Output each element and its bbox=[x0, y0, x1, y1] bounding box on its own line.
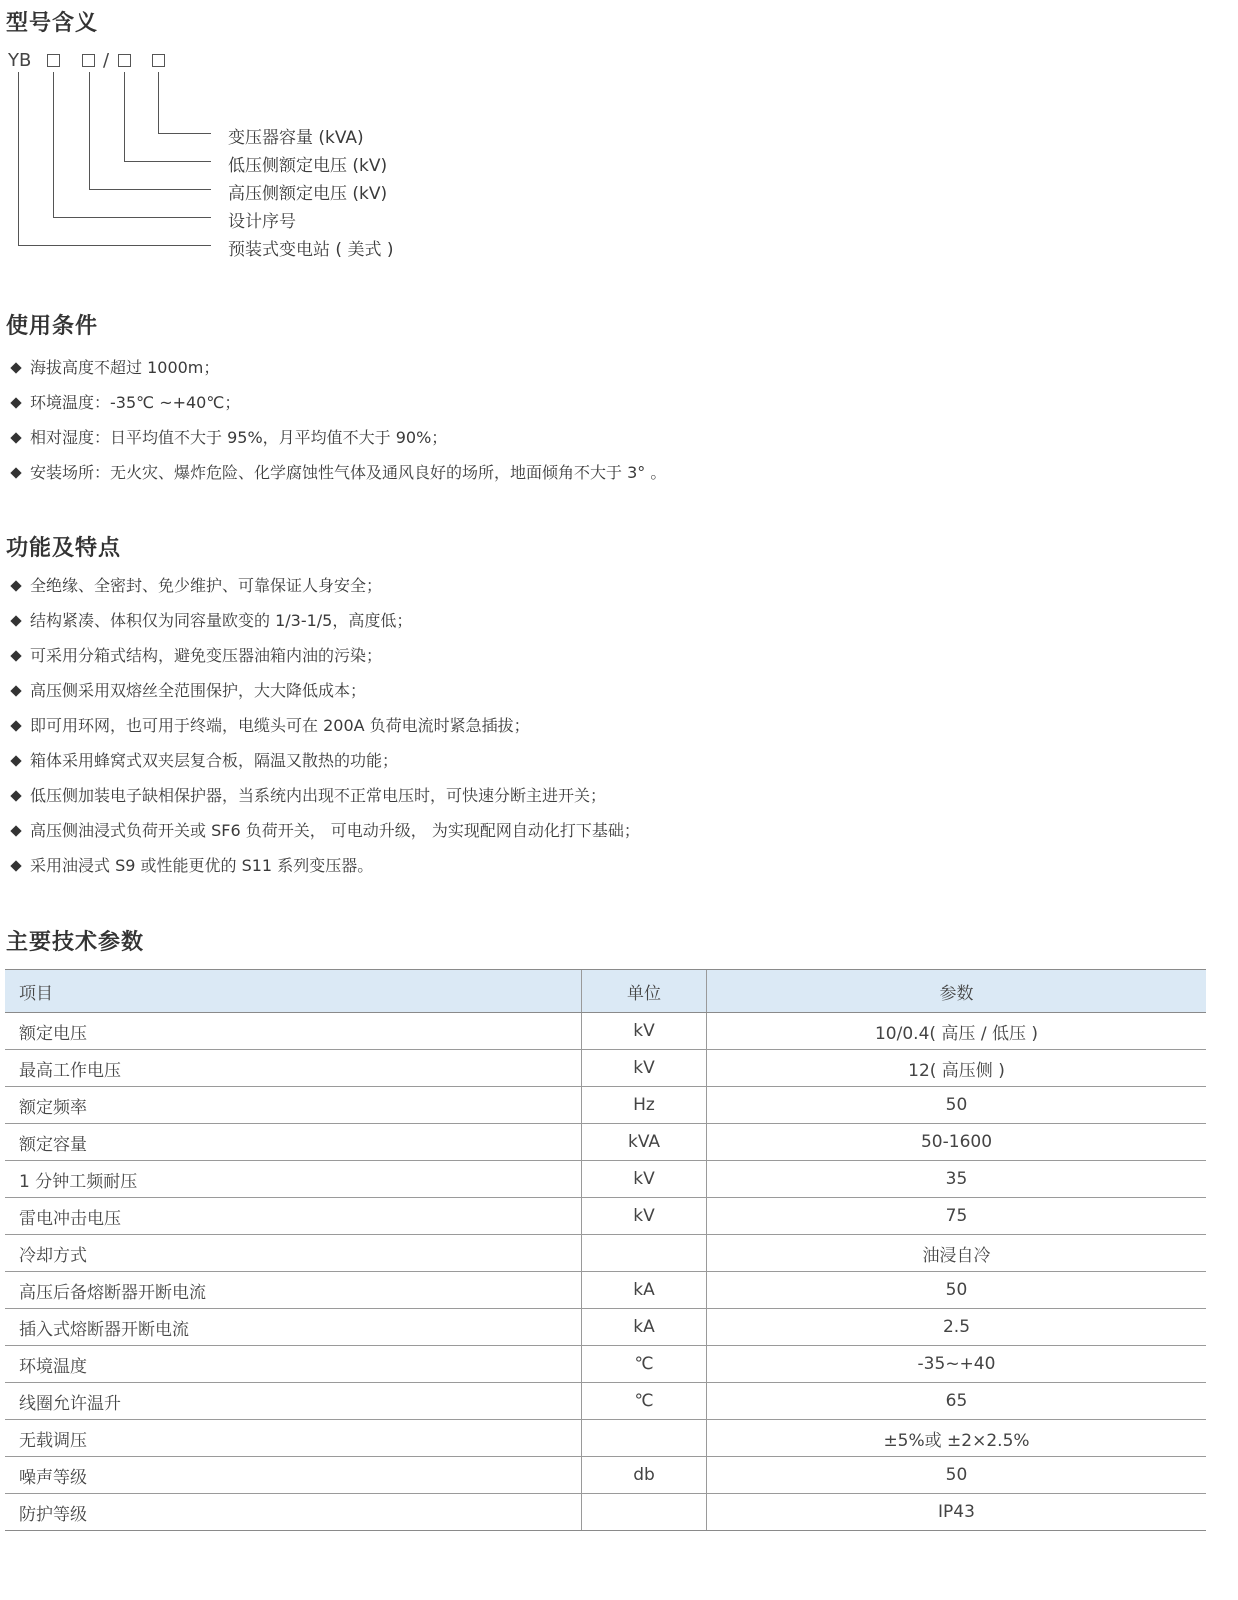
list-item: 即可用环网，也可用于终端，电缆头可在 200A 负荷电流时紧急插拔； bbox=[8, 714, 640, 749]
params-heading: 主要技术参数 bbox=[6, 930, 145, 955]
param-unit: kV bbox=[582, 1050, 707, 1087]
param-value: 50 bbox=[707, 1087, 1207, 1124]
list-item: 低压侧加装电子缺相保护器，当系统内出现不正常电压时，可快速分断主进开关； bbox=[8, 784, 640, 819]
param-value: 油浸自冷 bbox=[707, 1235, 1207, 1272]
param-value: 50 bbox=[707, 1457, 1207, 1494]
model-label-capacity: 变压器容量 (kVA) bbox=[228, 128, 364, 148]
list-item: 箱体采用蜂窝式双夹层复合板，隔温又散热的功能； bbox=[8, 749, 640, 784]
diamond-bullet-icon bbox=[10, 685, 21, 696]
features-list bbox=[8, 574, 640, 889]
param-name: 高压后备熔断器开断电流 bbox=[5, 1272, 582, 1309]
list-item: 环境温度：-35℃ ~+40℃； bbox=[8, 391, 666, 426]
diamond-bullet-icon bbox=[10, 432, 21, 443]
param-name: 额定频率 bbox=[5, 1087, 582, 1124]
param-name: 额定电压 bbox=[5, 1013, 582, 1050]
connector-line bbox=[158, 72, 159, 133]
param-unit bbox=[582, 1494, 707, 1531]
column-header-item: 项目 bbox=[5, 970, 582, 1013]
model-code-box bbox=[47, 54, 60, 67]
param-name: 噪声等级 bbox=[5, 1457, 582, 1494]
diamond-bullet-icon bbox=[10, 362, 21, 373]
param-unit bbox=[582, 1420, 707, 1457]
diamond-bullet-icon bbox=[10, 790, 21, 801]
param-name: 冷却方式 bbox=[5, 1235, 582, 1272]
list-item: 高压侧采用双熔丝全范围保护，大大降低成本； bbox=[8, 679, 640, 714]
table-row bbox=[5, 1383, 1206, 1420]
model-label-substation-type: 预装式变电站 ( 美式 ) bbox=[228, 240, 394, 260]
conditions-heading: 使用条件 bbox=[6, 314, 99, 339]
param-value: 35 bbox=[707, 1161, 1207, 1198]
features-heading: 功能及特点 bbox=[6, 536, 122, 561]
connector-line bbox=[124, 161, 211, 162]
table-row bbox=[5, 1013, 1206, 1050]
column-header-value: 参数 bbox=[707, 970, 1207, 1013]
param-name: 插入式熔断器开断电流 bbox=[5, 1309, 582, 1346]
diamond-bullet-icon bbox=[10, 825, 21, 836]
param-unit: kV bbox=[582, 1013, 707, 1050]
connector-line bbox=[18, 245, 211, 246]
param-unit: ℃ bbox=[582, 1383, 707, 1420]
model-label-design-number: 设计序号 bbox=[228, 212, 296, 232]
table-row bbox=[5, 1124, 1206, 1161]
diamond-bullet-icon bbox=[10, 615, 21, 626]
param-unit: ℃ bbox=[582, 1346, 707, 1383]
param-name: 防护等级 bbox=[5, 1494, 582, 1531]
param-value: 12( 高压侧 ) bbox=[707, 1050, 1207, 1087]
diamond-bullet-icon bbox=[10, 755, 21, 766]
param-value: 65 bbox=[707, 1383, 1207, 1420]
list-item: 全绝缘、全密封、免少维护、可靠保证人身安全； bbox=[8, 574, 640, 609]
param-value: IP43 bbox=[707, 1494, 1207, 1531]
model-code-diagram bbox=[0, 0, 600, 290]
param-unit: Hz bbox=[582, 1087, 707, 1124]
param-unit: kV bbox=[582, 1198, 707, 1235]
table-row bbox=[5, 1494, 1206, 1531]
param-name: 环境温度 bbox=[5, 1346, 582, 1383]
connector-line bbox=[18, 72, 19, 245]
table-row bbox=[5, 1087, 1206, 1124]
table-row bbox=[5, 1050, 1206, 1087]
connector-line bbox=[158, 133, 211, 134]
connector-line bbox=[89, 72, 90, 189]
params-table bbox=[5, 969, 1206, 1531]
connector-line bbox=[53, 72, 54, 217]
model-code-box bbox=[152, 54, 165, 67]
param-unit: kVA bbox=[582, 1124, 707, 1161]
param-value: 75 bbox=[707, 1198, 1207, 1235]
param-name: 雷电冲击电压 bbox=[5, 1198, 582, 1235]
model-code-slash: / bbox=[103, 50, 110, 71]
diamond-bullet-icon bbox=[10, 720, 21, 731]
list-item: 可采用分箱式结构，避免变压器油箱内油的污染； bbox=[8, 644, 640, 679]
diamond-bullet-icon bbox=[10, 860, 21, 871]
table-row bbox=[5, 1420, 1206, 1457]
param-name: 无载调压 bbox=[5, 1420, 582, 1457]
param-unit bbox=[582, 1235, 707, 1272]
diamond-bullet-icon bbox=[10, 467, 21, 478]
model-label-hv-voltage: 高压侧额定电压 (kV) bbox=[228, 184, 388, 204]
table-row bbox=[5, 1235, 1206, 1272]
list-item: 安装场所：无火灾、爆炸危险、化学腐蚀性气体及通风良好的场所，地面倾角不大于 3° 。 bbox=[8, 461, 666, 496]
param-name: 线圈允许温升 bbox=[5, 1383, 582, 1420]
param-name: 最高工作电压 bbox=[5, 1050, 582, 1087]
diamond-bullet-icon bbox=[10, 650, 21, 661]
model-code-box bbox=[82, 54, 95, 67]
param-value: 10/0.4( 高压 / 低压 ) bbox=[707, 1013, 1207, 1050]
connector-line bbox=[53, 217, 211, 218]
conditions-list bbox=[8, 356, 666, 496]
param-name: 1 分钟工频耐压 bbox=[5, 1161, 582, 1198]
table-row bbox=[5, 1198, 1206, 1235]
param-value: 50-1600 bbox=[707, 1124, 1207, 1161]
param-name: 额定容量 bbox=[5, 1124, 582, 1161]
column-header-unit: 单位 bbox=[582, 970, 707, 1013]
param-value: 50 bbox=[707, 1272, 1207, 1309]
list-item: 海拔高度不超过 1000m； bbox=[8, 356, 666, 391]
table-row bbox=[5, 1272, 1206, 1309]
list-item: 相对湿度：日平均值不大于 95%，月平均值不大于 90%； bbox=[8, 426, 666, 461]
param-value: ±5%或 ±2×2.5% bbox=[707, 1420, 1207, 1457]
list-item: 采用油浸式 S9 或性能更优的 S11 系列变压器。 bbox=[8, 854, 640, 889]
connector-line bbox=[124, 72, 125, 161]
table-header-row bbox=[5, 970, 1206, 1013]
diamond-bullet-icon bbox=[10, 397, 21, 408]
table-row bbox=[5, 1309, 1206, 1346]
param-unit: kV bbox=[582, 1161, 707, 1198]
model-heading: 型号含义 bbox=[6, 11, 99, 36]
list-item: 高压侧油浸式负荷开关或 SF6 负荷开关， 可电动升级， 为实现配网自动化打下基础； bbox=[8, 819, 640, 854]
param-value: 2.5 bbox=[707, 1309, 1207, 1346]
table-row bbox=[5, 1161, 1206, 1198]
list-item: 结构紧凑、体积仅为同容量欧变的 1/3-1/5，高度低； bbox=[8, 609, 640, 644]
model-code-prefix: YB bbox=[8, 50, 32, 71]
model-code-box bbox=[118, 54, 131, 67]
param-unit: db bbox=[582, 1457, 707, 1494]
model-label-lv-voltage: 低压侧额定电压 (kV) bbox=[228, 156, 388, 176]
param-value: -35~+40 bbox=[707, 1346, 1207, 1383]
table-row bbox=[5, 1457, 1206, 1494]
param-unit: kA bbox=[582, 1309, 707, 1346]
diamond-bullet-icon bbox=[10, 580, 21, 591]
table-row bbox=[5, 1346, 1206, 1383]
connector-line bbox=[89, 189, 211, 190]
param-unit: kA bbox=[582, 1272, 707, 1309]
